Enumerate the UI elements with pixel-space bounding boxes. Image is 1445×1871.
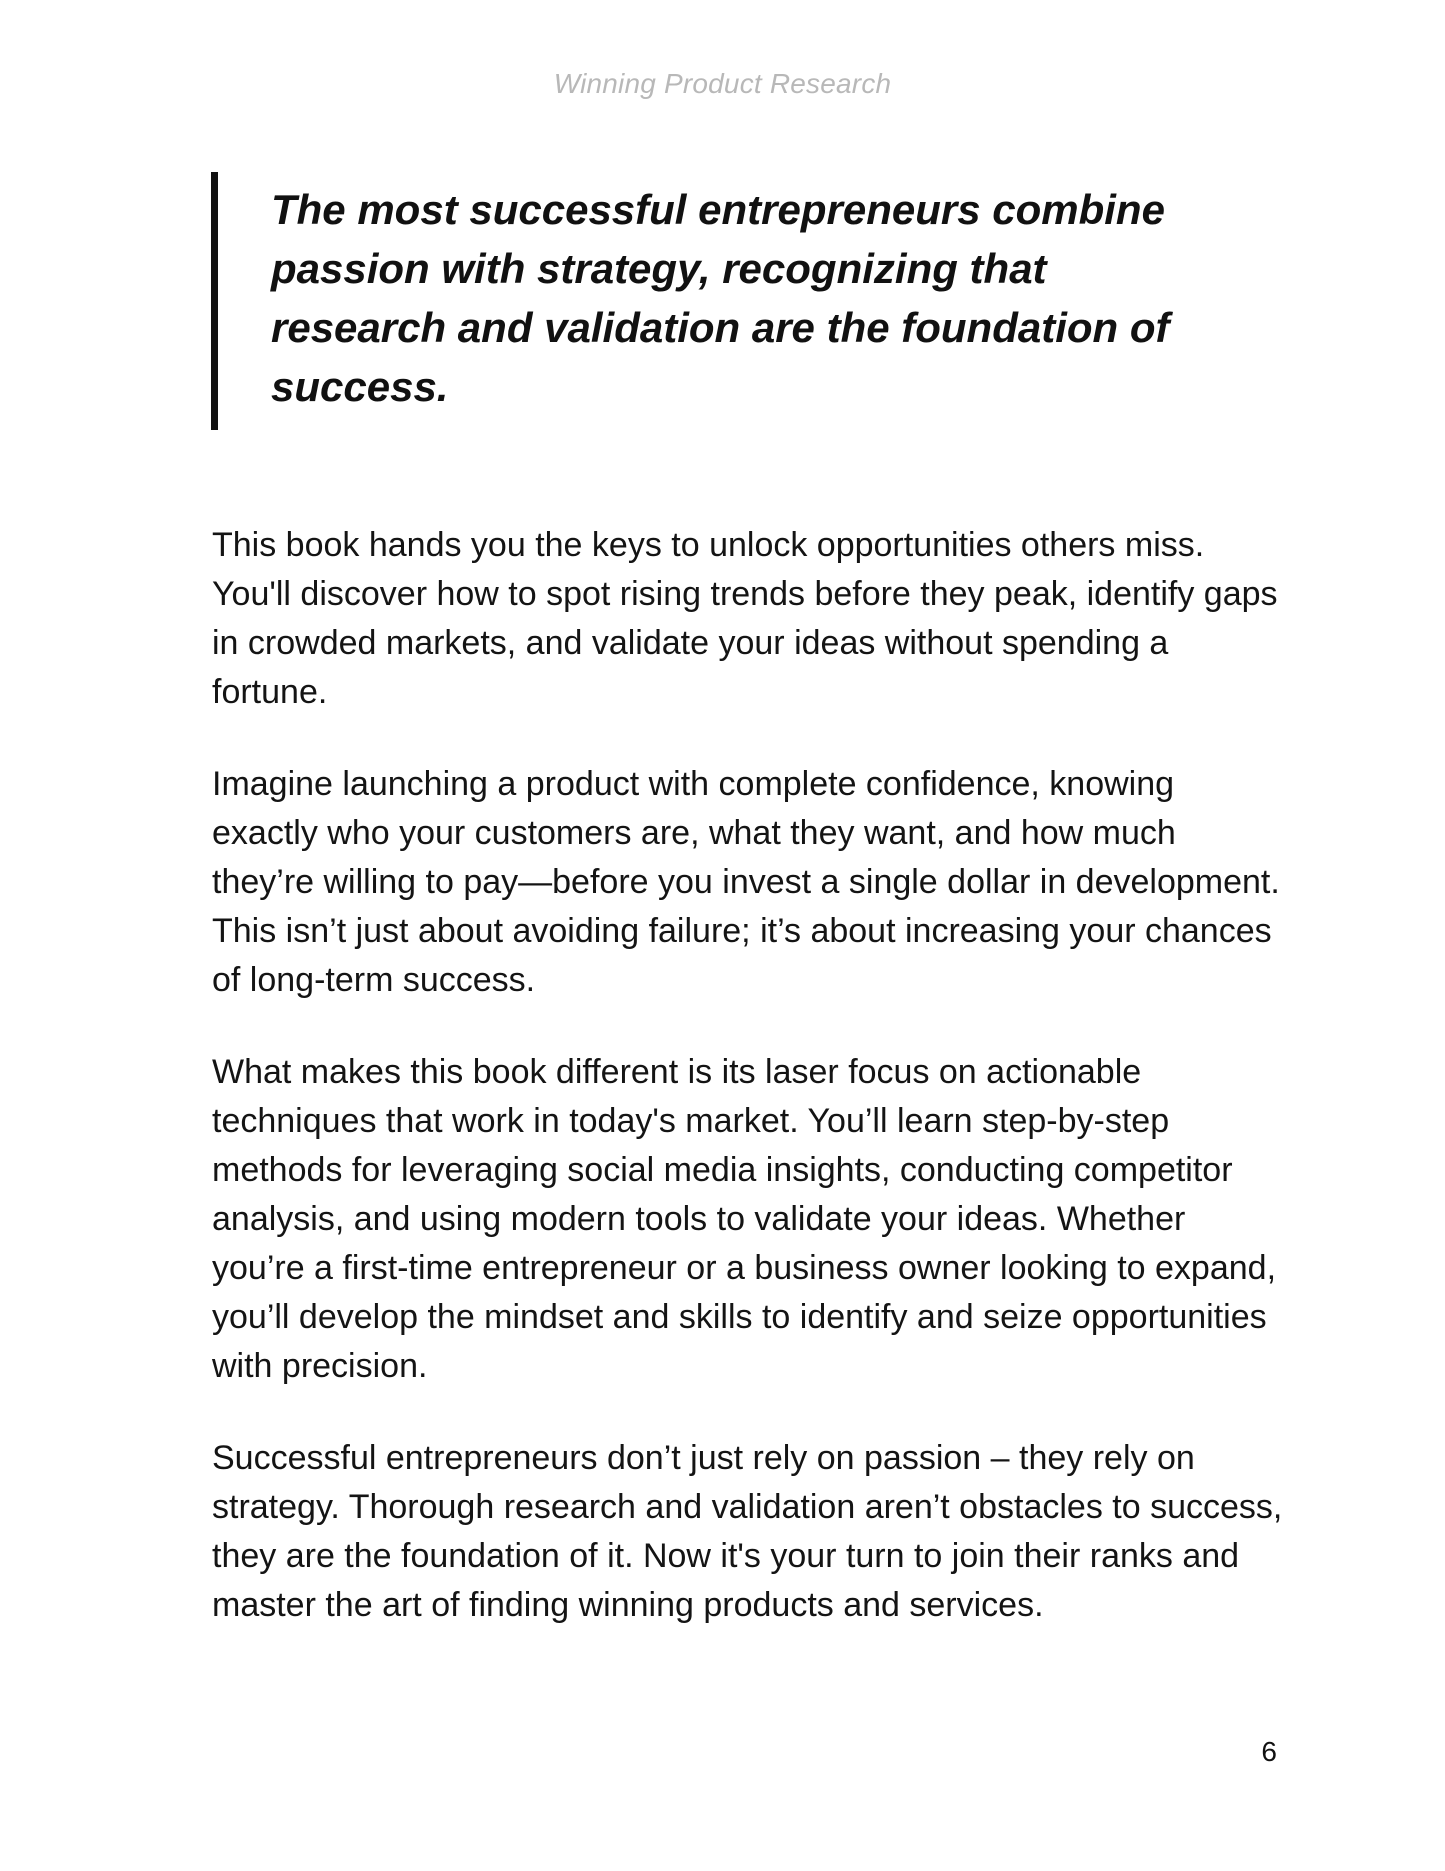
- body-text: [212, 521, 1287, 1673]
- pull-quote-text: The most successful entrepreneurs combine passion with strategy, recognizing that research and validation are the foundation of success.: [271, 186, 1170, 410]
- body-paragraph-2: Imagine launching a product with complete confidence, knowing exactly who your customers are, what they want, and how much they’re willing to pay—before you invest a single dollar in development. This isn’t just about avoiding failure; it’s about increasing your chances of long-term success.: [212, 765, 1280, 999]
- body-paragraph-1: This book hands you the keys to unlock opportunities others miss. You'll discover how to spot rising trends before they peak, identify gaps in crowded markets, and validate your ideas without spending a fortune.: [212, 526, 1278, 711]
- pull-quote: [211, 172, 1211, 430]
- page-number: 6: [1261, 1736, 1277, 1767]
- running-header-title: Winning Product Research: [553, 68, 892, 99]
- body-paragraph-4: Successful entrepreneurs don’t just rely on passion – they rely on strategy. Thorough research and validation aren’t obstacles to success, they are the foundation of it. Now it's your turn to join their ranks and master the art of finding winning products and services.: [212, 1439, 1283, 1624]
- body-paragraph-3: What makes this book different is its laser focus on actionable techniques that work in today's market. You’ll learn step-by-step methods for leveraging social media insights, conducting competitor analysis, and using modern tools to validate your ideas. Whether you’re a first-time entrepreneur or a business owner looking to expand, you’ll develop the mindset and skills to identify and seize opportunities with precision.: [212, 1053, 1277, 1385]
